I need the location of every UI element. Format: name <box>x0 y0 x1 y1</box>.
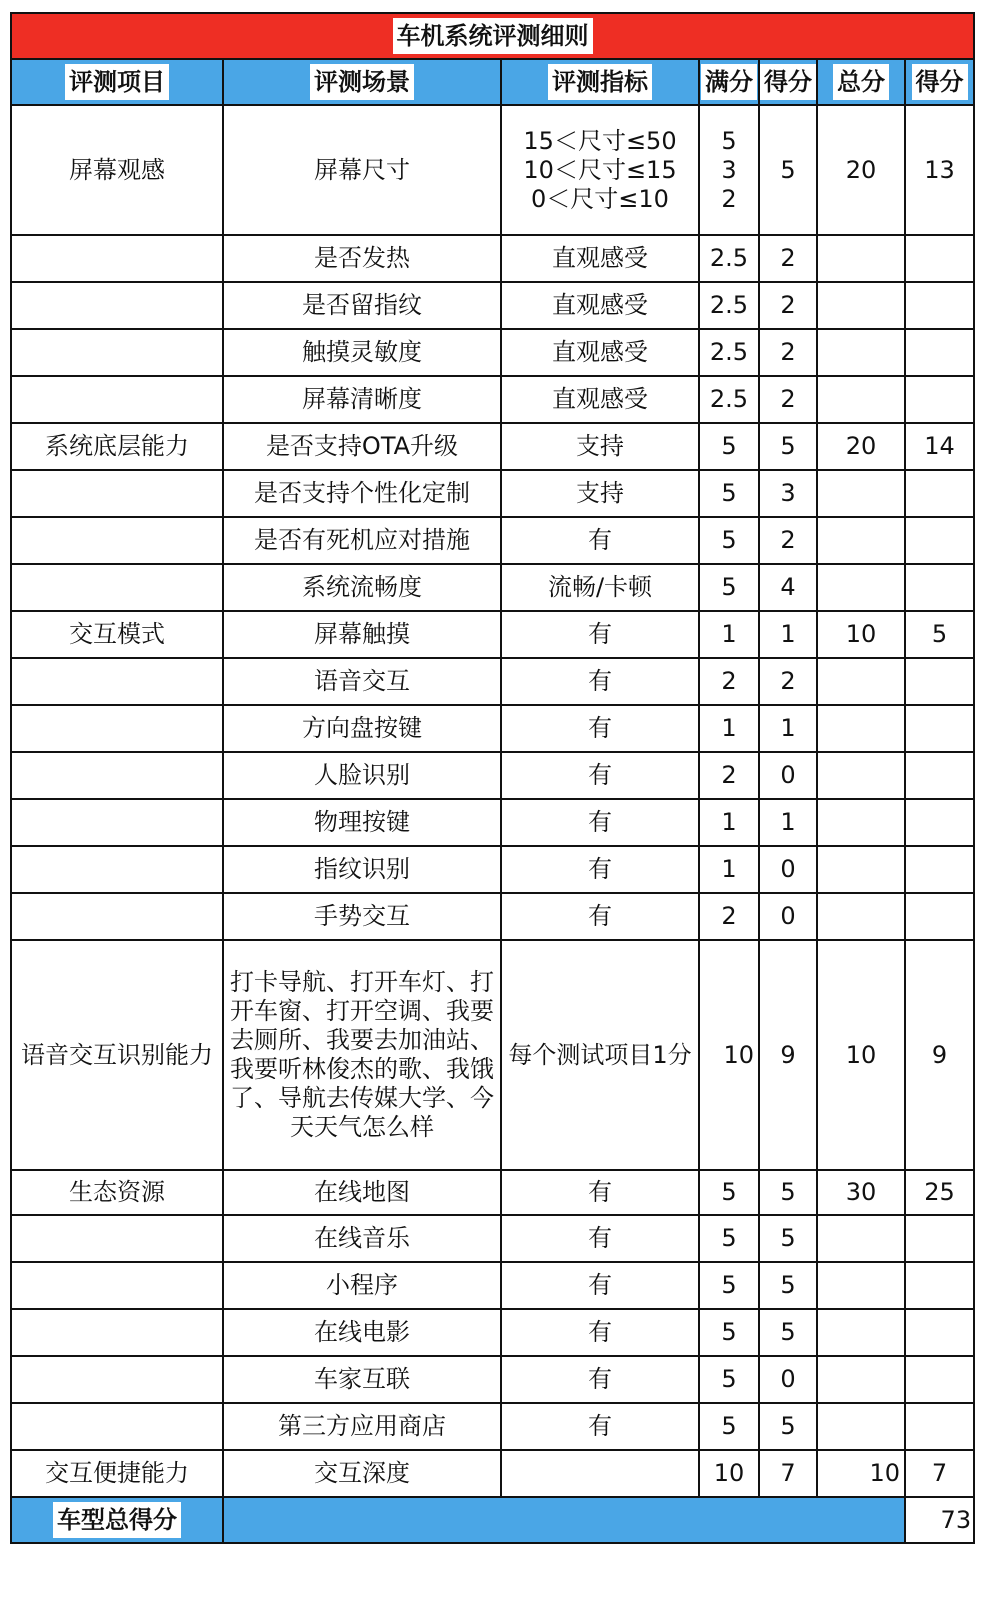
row-total: 10 <box>817 940 905 1170</box>
row-full-score: 5 <box>699 1262 759 1309</box>
row-score: 3 <box>759 470 817 517</box>
row-indicator: 有 <box>501 1262 699 1309</box>
row-indicator: 有 <box>501 1356 699 1403</box>
table-row <box>11 846 974 893</box>
row-scene: 是否支持个性化定制 <box>223 470 501 517</box>
row-score: 5 <box>759 105 817 235</box>
row-total <box>817 1309 905 1356</box>
row-total <box>817 1262 905 1309</box>
row-category: 交互模式 <box>11 611 223 658</box>
row-scene: 手势交互 <box>223 893 501 940</box>
row-total <box>817 799 905 846</box>
row-indicator: 有 <box>501 1215 699 1262</box>
row-indicator: 直观感受 <box>501 376 699 423</box>
table-row <box>11 564 974 611</box>
row-scene: 语音交互 <box>223 658 501 705</box>
row-full-score: 5 <box>699 1309 759 1356</box>
row-full-score: 5 <box>699 1170 759 1215</box>
header-indicator-label: 评测指标 <box>548 64 652 100</box>
row-category: 生态资源 <box>11 1170 223 1215</box>
row-score: 0 <box>759 893 817 940</box>
row-score: 2 <box>759 282 817 329</box>
table-row <box>11 1170 974 1215</box>
table-row <box>11 376 974 423</box>
row-scene: 屏幕清晰度 <box>223 376 501 423</box>
row-full-score: 5 <box>699 423 759 470</box>
row-indicator: 每个测试项目1分 <box>501 940 699 1170</box>
row-total-score <box>905 376 974 423</box>
row-category <box>11 705 223 752</box>
table-row <box>11 517 974 564</box>
row-indicator: 有 <box>501 1170 699 1215</box>
header-total-label: 总分 <box>833 64 889 100</box>
table-row <box>11 1450 974 1497</box>
row-full-score: 2.5 <box>699 376 759 423</box>
evaluation-sheet <box>10 12 973 1544</box>
header-scene <box>223 59 501 105</box>
row-category <box>11 564 223 611</box>
row-total-score <box>905 893 974 940</box>
footer-label-cell <box>11 1497 223 1543</box>
table-row <box>11 329 974 376</box>
row-scene: 小程序 <box>223 1262 501 1309</box>
row-score: 2 <box>759 517 817 564</box>
table-row <box>11 1356 974 1403</box>
row-scene: 交互深度 <box>223 1450 501 1497</box>
row-total-score <box>905 1403 974 1450</box>
table-row <box>11 470 974 517</box>
table-row <box>11 799 974 846</box>
row-scene: 屏幕尺寸 <box>223 105 501 235</box>
row-full-score: 1 <box>699 611 759 658</box>
footer-row <box>11 1497 974 1543</box>
header-total-score-label: 得分 <box>912 64 968 100</box>
row-score: 0 <box>759 846 817 893</box>
row-scene: 第三方应用商店 <box>223 1403 501 1450</box>
row-category <box>11 235 223 282</box>
row-full-score: 5 3 2 <box>699 105 759 235</box>
row-category <box>11 282 223 329</box>
row-score: 7 <box>759 1450 817 1497</box>
row-total <box>817 1215 905 1262</box>
row-full-score: 5 <box>699 470 759 517</box>
row-full-score: 2.5 <box>699 329 759 376</box>
row-full-score: 2 <box>699 658 759 705</box>
row-total-score <box>905 705 974 752</box>
row-scene: 是否支持OTA升级 <box>223 423 501 470</box>
row-total-score <box>905 752 974 799</box>
row-category <box>11 893 223 940</box>
row-total-score <box>905 329 974 376</box>
row-category <box>11 658 223 705</box>
row-total-score <box>905 799 974 846</box>
row-indicator: 有 <box>501 1403 699 1450</box>
title-row <box>11 13 974 59</box>
table-row <box>11 423 974 470</box>
row-scene: 方向盘按键 <box>223 705 501 752</box>
table-row <box>11 1403 974 1450</box>
table-row <box>11 1262 974 1309</box>
row-category <box>11 376 223 423</box>
table-row <box>11 658 974 705</box>
row-total <box>817 1403 905 1450</box>
row-total: 10 <box>817 611 905 658</box>
table-row <box>11 235 974 282</box>
footer-label: 车型总得分 <box>53 1502 181 1538</box>
row-total-score: 25 <box>905 1170 974 1215</box>
row-indicator: 有 <box>501 752 699 799</box>
row-full-score: 5 <box>699 1215 759 1262</box>
row-full-score: 10 <box>699 1450 759 1497</box>
row-total <box>817 282 905 329</box>
row-full-score: 5 <box>699 1356 759 1403</box>
table-title: 车机系统评测细则 <box>393 18 593 54</box>
row-scene: 指纹识别 <box>223 846 501 893</box>
row-category <box>11 329 223 376</box>
row-score: 1 <box>759 705 817 752</box>
row-indicator: 支持 <box>501 423 699 470</box>
row-total <box>817 658 905 705</box>
header-total-score <box>905 59 974 105</box>
row-full-score: 1 <box>699 846 759 893</box>
header-total <box>817 59 905 105</box>
row-category <box>11 1309 223 1356</box>
row-indicator: 有 <box>501 611 699 658</box>
row-category: 语音交互识别能力 <box>11 940 223 1170</box>
row-full-score: 2.5 <box>699 235 759 282</box>
row-scene: 物理按键 <box>223 799 501 846</box>
row-scene: 是否有死机应对措施 <box>223 517 501 564</box>
row-total-score: 14 <box>905 423 974 470</box>
row-scene: 在线音乐 <box>223 1215 501 1262</box>
row-scene: 系统流畅度 <box>223 564 501 611</box>
row-total-score <box>905 517 974 564</box>
row-indicator: 流畅/卡顿 <box>501 564 699 611</box>
row-total-score <box>905 235 974 282</box>
row-indicator: 有 <box>501 517 699 564</box>
row-total: 10 <box>817 1450 905 1497</box>
row-category <box>11 1262 223 1309</box>
row-category: 系统底层能力 <box>11 423 223 470</box>
row-category <box>11 799 223 846</box>
row-indicator: 有 <box>501 1309 699 1356</box>
row-total-score <box>905 1262 974 1309</box>
row-scene: 在线电影 <box>223 1309 501 1356</box>
row-full-score: 2.5 <box>699 282 759 329</box>
row-category <box>11 1215 223 1262</box>
row-indicator: 15＜尺寸≤50 10＜尺寸≤15 0＜尺寸≤10 <box>501 105 699 235</box>
row-total <box>817 705 905 752</box>
row-total <box>817 517 905 564</box>
row-full-score: 2 <box>699 752 759 799</box>
row-total: 20 <box>817 423 905 470</box>
row-category <box>11 1356 223 1403</box>
row-full-score: 1 <box>699 799 759 846</box>
row-category <box>11 1403 223 1450</box>
row-category: 屏幕观感 <box>11 105 223 235</box>
row-score: 2 <box>759 376 817 423</box>
row-full-score: 10 <box>699 940 759 1170</box>
row-total-score <box>905 564 974 611</box>
table-row <box>11 105 974 235</box>
header-row <box>11 59 974 105</box>
row-full-score: 5 <box>699 517 759 564</box>
row-scene: 是否留指纹 <box>223 282 501 329</box>
row-score: 0 <box>759 1356 817 1403</box>
row-full-score: 5 <box>699 564 759 611</box>
row-score: 4 <box>759 564 817 611</box>
row-score: 1 <box>759 611 817 658</box>
row-total <box>817 752 905 799</box>
row-total-score: 9 <box>905 940 974 1170</box>
row-total-score: 13 <box>905 105 974 235</box>
row-indicator: 直观感受 <box>501 282 699 329</box>
row-category <box>11 846 223 893</box>
row-score: 5 <box>759 1403 817 1450</box>
header-score-label: 得分 <box>760 64 816 100</box>
row-score: 2 <box>759 658 817 705</box>
row-total: 30 <box>817 1170 905 1215</box>
row-score: 0 <box>759 752 817 799</box>
header-category <box>11 59 223 105</box>
row-scene: 打卡导航、打开车灯、打开车窗、打开空调、我要去厕所、我要去加油站、我要听林俊杰的歌、我饿了、导航去传媒大学、今天天气怎么样 <box>223 940 501 1170</box>
row-category <box>11 470 223 517</box>
header-category-label: 评测项目 <box>65 64 169 100</box>
row-total <box>817 235 905 282</box>
row-scene: 人脸识别 <box>223 752 501 799</box>
row-total: 20 <box>817 105 905 235</box>
evaluation-table <box>10 12 975 1544</box>
row-total <box>817 846 905 893</box>
row-full-score: 5 <box>699 1403 759 1450</box>
row-total <box>817 564 905 611</box>
row-scene: 车家互联 <box>223 1356 501 1403</box>
row-total-score <box>905 470 974 517</box>
footer-blank <box>223 1497 905 1543</box>
row-score: 5 <box>759 423 817 470</box>
row-total-score <box>905 282 974 329</box>
row-scene: 触摸灵敏度 <box>223 329 501 376</box>
row-total-score <box>905 1215 974 1262</box>
row-scene: 是否发热 <box>223 235 501 282</box>
row-indicator: 直观感受 <box>501 329 699 376</box>
row-total-score: 5 <box>905 611 974 658</box>
footer-total: 73 <box>905 1497 974 1543</box>
row-total-score: 7 <box>905 1450 974 1497</box>
row-total-score <box>905 846 974 893</box>
row-scene: 在线地图 <box>223 1170 501 1215</box>
title-cell <box>11 13 974 59</box>
row-total <box>817 329 905 376</box>
table-row <box>11 893 974 940</box>
row-score: 5 <box>759 1262 817 1309</box>
row-score: 5 <box>759 1215 817 1262</box>
row-category <box>11 752 223 799</box>
row-score: 9 <box>759 940 817 1170</box>
row-scene: 屏幕触摸 <box>223 611 501 658</box>
table-row <box>11 752 974 799</box>
header-indicator <box>501 59 699 105</box>
row-indicator: 直观感受 <box>501 235 699 282</box>
row-total-score <box>905 658 974 705</box>
row-score: 2 <box>759 329 817 376</box>
row-full-score: 2 <box>699 893 759 940</box>
table-body <box>11 13 974 1543</box>
row-score: 5 <box>759 1309 817 1356</box>
header-scene-label: 评测场景 <box>310 64 414 100</box>
table-row <box>11 1309 974 1356</box>
row-indicator: 支持 <box>501 470 699 517</box>
row-category: 交互便捷能力 <box>11 1450 223 1497</box>
row-indicator: 有 <box>501 705 699 752</box>
row-total <box>817 1356 905 1403</box>
row-indicator: 有 <box>501 658 699 705</box>
row-total-score <box>905 1309 974 1356</box>
row-indicator <box>501 1450 699 1497</box>
row-indicator: 有 <box>501 846 699 893</box>
table-row <box>11 705 974 752</box>
row-full-score: 1 <box>699 705 759 752</box>
row-score: 1 <box>759 799 817 846</box>
row-indicator: 有 <box>501 893 699 940</box>
row-score: 2 <box>759 235 817 282</box>
header-full-label: 满分 <box>701 64 757 100</box>
row-indicator: 有 <box>501 799 699 846</box>
table-row <box>11 282 974 329</box>
header-score <box>759 59 817 105</box>
table-row <box>11 1215 974 1262</box>
table-row <box>11 940 974 1170</box>
row-total <box>817 893 905 940</box>
table-row <box>11 611 974 658</box>
row-score: 5 <box>759 1170 817 1215</box>
row-total-score <box>905 1356 974 1403</box>
header-full <box>699 59 759 105</box>
row-total <box>817 470 905 517</box>
row-category <box>11 517 223 564</box>
row-total <box>817 376 905 423</box>
